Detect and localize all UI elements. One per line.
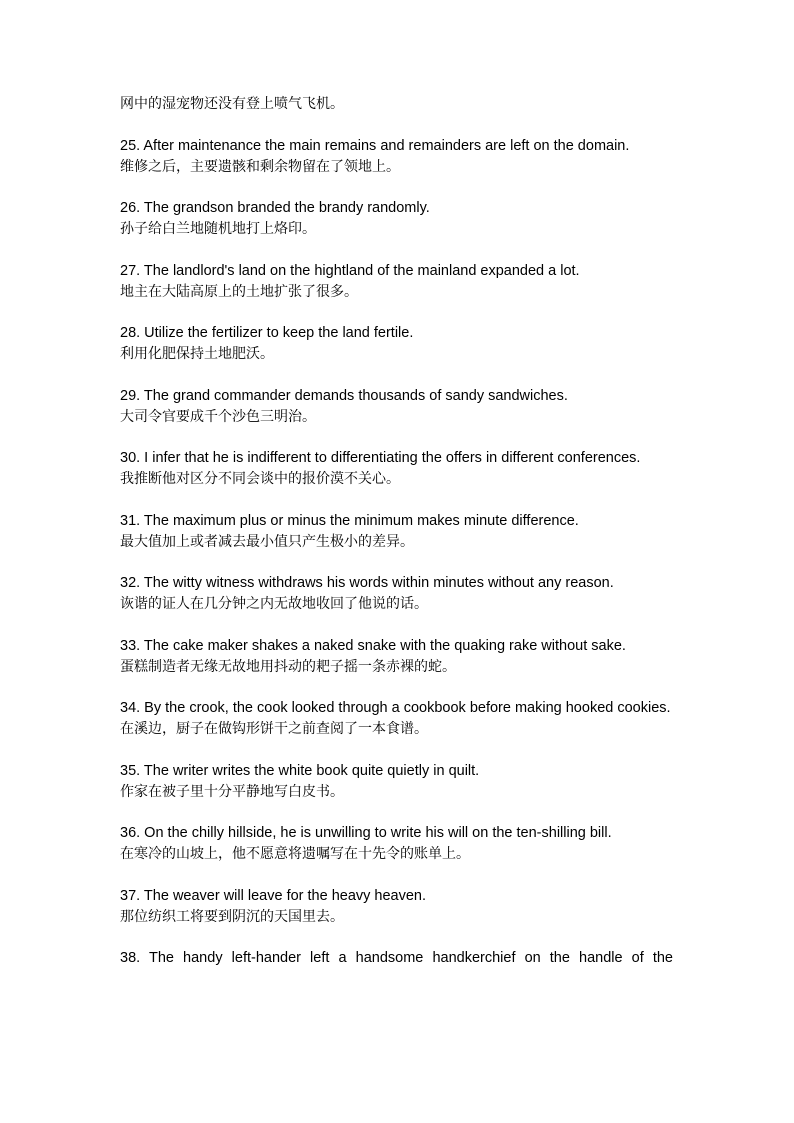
chinese-translation: 蛋糕制造者无缘无故地用抖动的耙子摇一条赤裸的蛇。 (120, 658, 456, 675)
entry-35 (120, 761, 673, 803)
english-sentence: 30. I infer that he is indifferent to differentiating the offers in different conferences. (120, 450, 641, 466)
chinese-translation: 在寒冷的山坡上，他不愿意将遗嘱写在十先令的账单上。 (120, 846, 470, 862)
english-sentence: 37. The weaver will leave for the heavy heaven. (120, 887, 427, 904)
entry-29 (120, 386, 673, 428)
chinese-translation: 孙子给白兰地随机地打上烙印。 (120, 221, 316, 237)
english-sentence: 25. After maintenance the main remains and remainders are left on the domain. (120, 137, 630, 154)
entry-36 (120, 823, 673, 865)
chinese-translation: 在溪边，厨子在做钩形饼干之前查阅了一本食谱。 (120, 721, 428, 737)
chinese-translation: 大司令官要成千个沙色三明治。 (120, 408, 316, 425)
entry-31 (120, 511, 673, 553)
entry-33 (120, 636, 673, 678)
entry-37 (120, 886, 673, 928)
document-page (120, 94, 673, 990)
english-sentence: 27. The landlord's land on the hightland of the mainland expanded a lot. (120, 262, 580, 279)
english-sentence: 32. The witty witness withdraws his words within minutes without any reason. (120, 575, 614, 591)
entry-28 (120, 323, 673, 365)
chinese-translation: 维修之后，主要遗骸和剩余物留在了领地上。 (120, 158, 400, 175)
english-sentence: 29. The grand commander demands thousands of sandy sandwiches. (120, 387, 568, 404)
english-sentence: 26. The grandson branded the brandy randomly. (120, 200, 430, 216)
english-sentence: 34. By the crook, the cook looked through a cookbook before making hooked cookies. (120, 700, 671, 716)
english-sentence: 33. The cake maker shakes a naked snake with the quaking rake without sake. (120, 637, 626, 654)
english-sentence: 35. The writer writes the white book quite quietly in quilt. (120, 762, 480, 779)
entry-30 (120, 448, 673, 490)
entry-25 (120, 136, 673, 178)
chinese-translation: 我推断他对区分不同会谈中的报价漠不关心。 (120, 471, 400, 487)
chinese-translation: 地主在大陆高原上的土地扩张了很多。 (120, 283, 358, 300)
intro-translation: 网中的湿宠物还没有登上喷气飞机。 (120, 96, 344, 112)
english-sentence: 38. The handy left-hander left a handsome handkerchief on the handle of the (120, 950, 673, 966)
entry-38 (120, 948, 673, 969)
entry-26 (120, 198, 673, 240)
english-sentence: 36. On the chilly hillside, he is unwilling to write his will on the ten-shilling bill. (120, 825, 612, 841)
chinese-translation: 那位纺织工将要到阴沉的天国里去。 (120, 908, 344, 925)
chinese-translation: 作家在被子里十分平静地写白皮书。 (120, 783, 344, 800)
chinese-translation: 最大值加上或者减去最小值只产生极小的差异。 (120, 533, 414, 550)
english-sentence: 31. The maximum plus or minus the minimum makes minute difference. (120, 512, 579, 529)
chinese-translation: 诙谐的证人在几分钟之内无故地收回了他说的话。 (120, 596, 428, 612)
chinese-translation: 利用化肥保持土地肥沃。 (120, 346, 274, 362)
entry-34 (120, 698, 673, 740)
english-sentence: 28. Utilize the fertilizer to keep the land fertile. (120, 325, 414, 341)
entry-32 (120, 573, 673, 615)
entry-27 (120, 261, 673, 303)
